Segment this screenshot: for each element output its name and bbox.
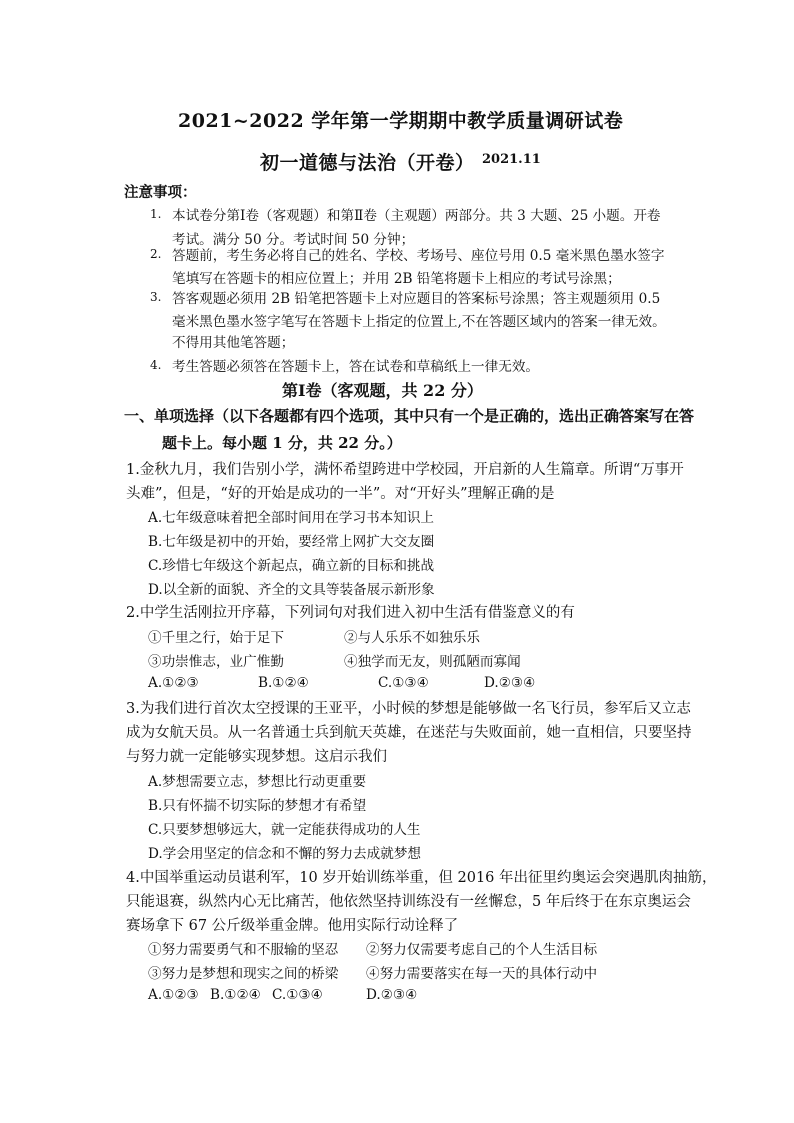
choice-a: A.①②③ [148,987,199,1003]
notice-number: 3. [150,290,162,304]
choice-b: B.①②④ [210,987,261,1003]
question-stem: 与努力就一定能够实现梦想。这启示我们 [126,749,387,765]
question-stem: 成为女航天员。从一名普通士兵到航天英雄，在迷茫与失败面前，她一直相信，只要坚持 [126,725,692,741]
option-a: A.梦想需要立志，梦想比行动更重要 [148,774,367,790]
question-stem: 2.中学生活刚拉开序幕，下列词句对我们进入初中生活有借鉴意义的有 [126,605,575,621]
option-b: B.七年级是初中的开始，要经常上网扩大交友圈 [148,534,435,550]
question-stem: 4.中国举重运动员谌利军，10 岁开始训练举重，但 2016 年出征里约奥运会突遇肌肉抽筋， [126,870,717,886]
statement: ③功崇惟志，业广惟勤 [148,654,284,670]
choice-d: D.②③④ [484,675,536,691]
notice-line: 考试。满分 50 分。考试时间 50 分钟； [172,232,415,248]
notice-heading: 注意事项： [124,184,197,201]
question-stem: 只能退赛，纵然内心无比痛苦，他依然坚持训练没有一丝懈怠，5 年后终于在东京奥运会 [126,894,691,910]
choice-a: A.①②③ [148,675,199,691]
question-stem: 1.金秋九月，我们告别小学，满怀希望跨进中学校园，开启新的人生篇章。所谓“万事开 [126,462,684,478]
question-stem: 赛场拿下 67 公斤级举重金牌。他用实际行动诠释了 [126,918,459,934]
option-b: B.只有怀揣不切实际的梦想才有希望 [148,798,367,814]
option-c: C.只要梦想够远大，就一定能获得成功的人生 [148,822,421,838]
statement: ①努力需要勇气和不服输的坚忍 [148,942,339,958]
question-stem: 头难”，但是，“好的开始是成功的一半”。对“开好头”理解正确的是 [126,486,555,502]
notice-line: 毫米黑色墨水签字笔写在答题卡上指定的位置上,不在答题区域内的答案一律无效。 [172,314,666,330]
notice-number: 2. [150,247,162,261]
choice-b: B.①②④ [258,675,309,691]
part-title: 第Ⅰ卷（客观题，共 22 分） [282,381,483,400]
notice-number: 1. [150,207,162,221]
option-d: D.学会用坚定的信念和不懈的努力去成就梦想 [148,846,422,862]
statement: ②与人乐乐不如独乐乐 [344,630,480,646]
option-d: D.以全新的面貌、齐全的文具等装备展示新形象 [148,582,435,598]
option-a: A.七年级意味着把全部时间用在学习书本知识上 [148,510,435,526]
page-subtitle: 初一道德与法治（开卷） [260,152,475,174]
notice-line: 答题前，考生务必将自己的姓名、学校、考场号、座位号用 0.5 毫米黑色墨水签字 [172,248,665,264]
notice-line: 不得用其他笔答题； [172,335,295,351]
choice-d: D.②③④ [366,987,418,1003]
section-instruction: 一、单项选择（以下各题都有四个选项，其中只有一个是正确的，选出正确答案写在答 [124,407,695,425]
page-title: 2021~2022 学年第一学期期中教学质量调研试卷 [178,110,624,132]
question-stem: 3.为我们进行首次太空授课的王亚平，小时候的梦想是能够做一名飞行员，参军后又立志 [126,701,691,717]
statement: ④努力需要落实在每一天的具体行动中 [366,966,598,982]
notice-number: 4. [150,358,162,372]
section-instruction: 题卡上。每小题 1 分，共 22 分。） [162,434,402,452]
statement: ④独学而无友，则孤陋而寡闻 [344,654,521,670]
statement: ①千里之行，始于足下 [148,630,284,646]
notice-line: 笔填写在答题卡的相应位置上；并用 2B 铅笔将题卡上相应的考试号涂黑； [172,271,621,287]
choice-c: C.①③④ [378,675,429,691]
notice-line: 答客观题必须用 2B 铅笔把答题卡上对应题目的答案标号涂黑；答主观题须用 0.5 [172,291,661,307]
statement: ②努力仅需要考虑自己的个人生活目标 [366,942,598,958]
notice-line: 考生答题必须答在答题卡上，答在试卷和草稿纸上一律无效。 [172,359,540,375]
choice-c: C.①③④ [272,987,323,1003]
exam-date: 2021.11 [482,152,541,167]
statement: ③努力是梦想和现实之间的桥梁 [148,966,339,982]
notice-line: 本试卷分第Ⅰ卷（客观题）和第Ⅱ卷（主观题）两部分。共 3 大题、25 小题。开卷 [172,208,661,224]
option-c: C.珍惜七年级这个新起点，确立新的目标和挑战 [148,558,435,574]
